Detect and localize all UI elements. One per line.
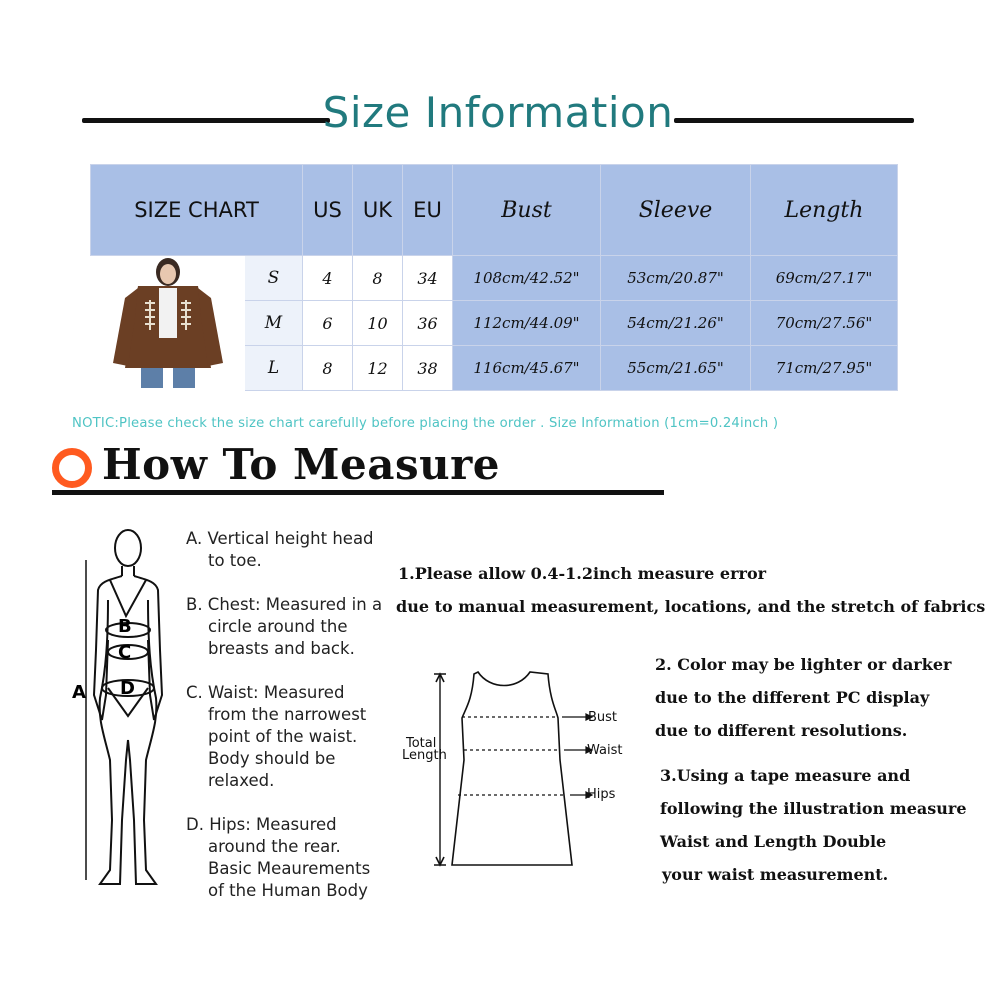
body-measure-figure [70, 520, 180, 900]
how-to-measure-title: How To Measure [102, 440, 501, 489]
def-line: circle around the [208, 617, 348, 636]
sleeve-cell: 54cm/21.26" [601, 301, 751, 346]
dress-measure-diagram [400, 660, 640, 880]
header-uk: UK [353, 165, 403, 256]
note-color [655, 648, 951, 747]
definition-a [186, 528, 386, 572]
length-cell: 71cm/27.95" [751, 346, 898, 391]
sleeve-cell: 55cm/21.65" [601, 346, 751, 391]
body-label-c: C [118, 642, 132, 663]
uk-cell: 12 [353, 346, 403, 391]
us-cell: 6 [303, 301, 353, 346]
dress-label-total: Total [406, 736, 437, 751]
note-line: following the illustration measure [660, 799, 967, 818]
def-line: A. Vertical height head [186, 529, 374, 548]
uk-cell: 8 [353, 256, 403, 301]
definition-c [186, 682, 386, 792]
size-cell: L [245, 346, 303, 391]
dress-label-bust: Bust [588, 710, 618, 725]
circle-bullet-icon [52, 448, 92, 488]
dress-label-length: Length [402, 748, 447, 763]
body-label-d: D [120, 678, 135, 699]
body-label-a: A [72, 682, 86, 703]
def-line: from the narrowest [208, 705, 367, 724]
eu-cell: 34 [403, 256, 453, 301]
dress-outline-icon [400, 660, 640, 880]
bust-cell: 108cm/42.52" [453, 256, 601, 301]
us-cell: 8 [303, 346, 353, 391]
how-to-measure-header [52, 440, 666, 500]
def-line: of the Human Body [208, 881, 368, 900]
definition-d [186, 814, 386, 902]
dress-label-waist: Waist [587, 743, 623, 758]
note-line: due to manual measurement, locations, and the stretch of fabrics [396, 597, 986, 616]
eu-cell: 36 [403, 301, 453, 346]
header-bust: Bust [453, 165, 601, 256]
note-line: your waist measurement. [662, 865, 889, 884]
section-title [82, 88, 914, 148]
measurement-definitions [186, 528, 386, 924]
def-line: C. Waist: Measured [186, 683, 345, 702]
page-title: Size Information [322, 88, 674, 137]
size-cell: S [245, 256, 303, 301]
size-cell: M [245, 301, 303, 346]
header-size-chart: SIZE CHART [91, 165, 303, 256]
note-line: 2. Color may be lighter or darker [655, 655, 952, 674]
notice-text: NOTIC:Please check the size chart carefully before placing the order . Size Information (1cm=0.24inch ) [72, 416, 779, 431]
length-cell: 69cm/27.17" [751, 256, 898, 301]
body-label-b: B [118, 616, 132, 637]
def-line: around the rear. [208, 837, 341, 856]
uk-cell: 10 [353, 301, 403, 346]
def-line: D. Hips: Measured [186, 815, 337, 834]
bust-cell: 116cm/45.67" [453, 346, 601, 391]
def-line: relaxed. [208, 771, 275, 790]
note-measure-error [398, 557, 985, 623]
length-cell: 70cm/27.56" [751, 301, 898, 346]
size-chart-table [90, 164, 898, 391]
note-line: due to the different PC display [655, 688, 930, 707]
bust-cell: 112cm/44.09" [453, 301, 601, 346]
note-line: Waist and Length Double [660, 832, 887, 851]
def-line: Basic Meaurements [208, 859, 371, 878]
def-line: Body should be [208, 749, 336, 768]
header-underline [52, 490, 664, 495]
table-header-row [91, 165, 898, 256]
header-eu: EU [403, 165, 453, 256]
hoodie-model-image [93, 258, 243, 388]
def-line: point of the waist. [208, 727, 358, 746]
note-line: due to different resolutions. [655, 721, 908, 740]
definition-b [186, 594, 386, 660]
table-row [91, 256, 898, 301]
header-length: Length [751, 165, 898, 256]
note-line: 1.Please allow 0.4-1.2inch measure error [398, 564, 767, 583]
product-photo [91, 256, 245, 391]
def-line: to toe. [208, 551, 262, 570]
def-line: B. Chest: Measured in a [186, 595, 383, 614]
note-line: 3.Using a tape measure and [660, 766, 911, 785]
header-us: US [303, 165, 353, 256]
sleeve-cell: 53cm/20.87" [601, 256, 751, 301]
note-tape-measure [660, 759, 967, 891]
eu-cell: 38 [403, 346, 453, 391]
dress-label-hips: Hips [587, 787, 616, 802]
us-cell: 4 [303, 256, 353, 301]
def-line: breasts and back. [208, 639, 355, 658]
header-sleeve: Sleeve [601, 165, 751, 256]
